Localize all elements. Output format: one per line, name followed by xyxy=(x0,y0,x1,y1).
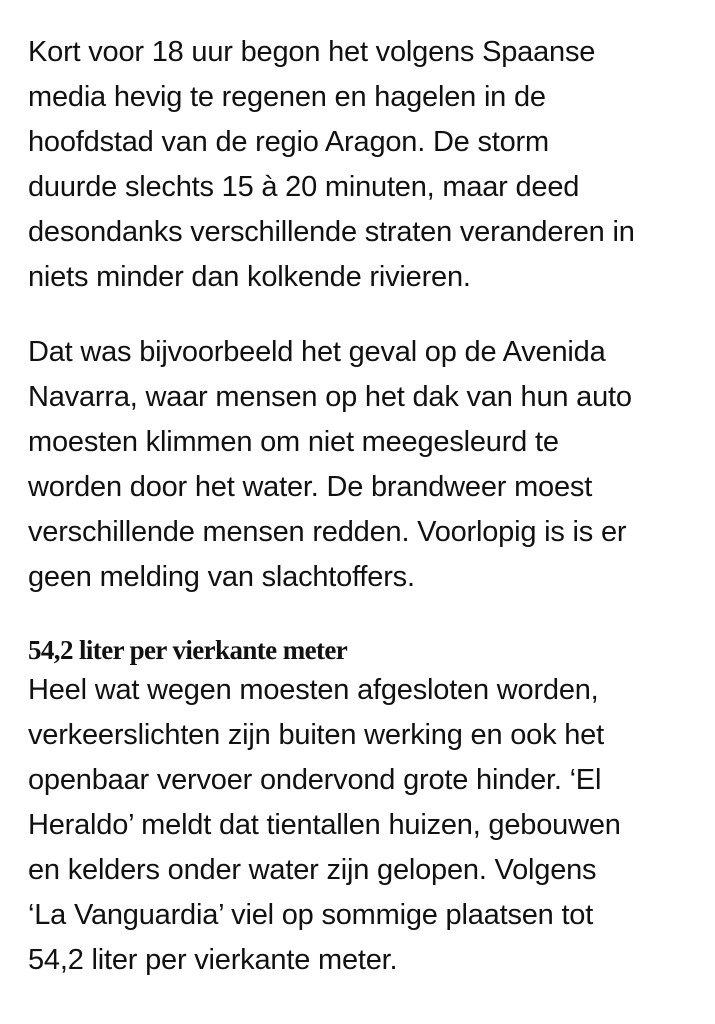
text-line: Kort voor 18 uur begon het volgens Spaanse xyxy=(28,36,596,68)
text-line: worden door het water. De brandweer moest xyxy=(28,471,593,503)
text-line: desondanks verschillende straten veranderen in xyxy=(28,216,635,248)
section-subheading: 54,2 liter per vierkante meter xyxy=(28,635,348,665)
article-body xyxy=(28,30,698,983)
text-line: Heraldo’ meldt dat tientallen huizen, gebouwen xyxy=(28,809,621,841)
paragraph-traffic-disruption xyxy=(28,668,698,983)
text-line: ‘La Vanguardia’ viel op sommige plaatsen tot xyxy=(28,899,594,931)
paragraph-avenida-navarra xyxy=(28,330,698,600)
text-line: duurde slechts 15 à 20 minuten, maar deed xyxy=(28,171,580,203)
text-line: Navarra, waar mensen op het dak van hun auto xyxy=(28,381,632,413)
text-line: verschillende mensen redden. Voorlopig is is er xyxy=(28,516,627,548)
text-line: media hevig te regenen en hagelen in de xyxy=(28,81,546,113)
text-line: Heel wat wegen moesten afgesloten worden, xyxy=(28,674,599,706)
text-line: geen melding van slachtoffers. xyxy=(28,561,415,593)
text-line: en kelders onder water zijn gelopen. Volgens xyxy=(28,854,597,886)
text-line: verkeerslichten zijn buiten werking en ook het xyxy=(28,719,604,751)
text-line: hoofdstad van de regio Aragon. De storm xyxy=(28,126,549,158)
text-line: openbaar vervoer ondervond grote hinder. ‘El xyxy=(28,764,602,796)
text-line: moesten klimmen om niet meegesleurd te xyxy=(28,426,559,458)
text-line: niets minder dan kolkende rivieren. xyxy=(28,261,471,293)
text-line: 54,2 liter per vierkante meter. xyxy=(28,944,398,976)
paragraph-storm-zaragoza xyxy=(28,30,698,300)
text-line: Dat was bijvoorbeeld het geval op de Avenida xyxy=(28,336,606,368)
